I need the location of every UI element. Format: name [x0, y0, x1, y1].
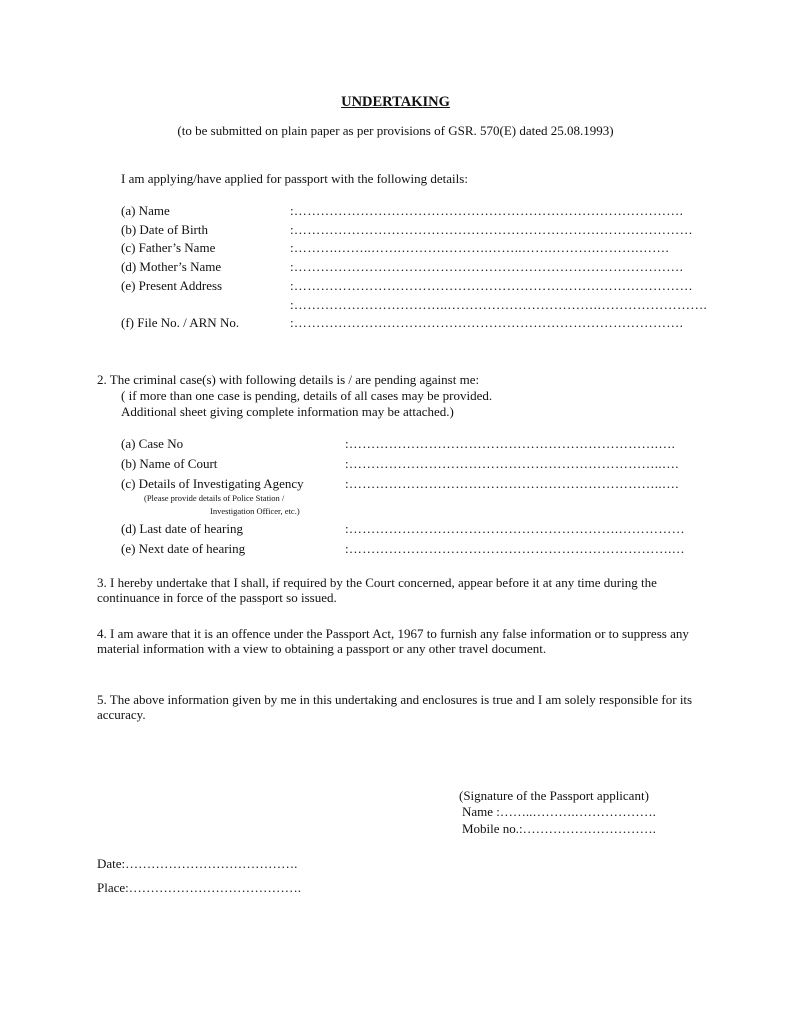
field-address-value[interactable]: :……………………………………………………………………………… — [290, 278, 693, 293]
field-father-label: (c) Father’s Name — [121, 240, 216, 255]
court-name-label: (b) Name of Court — [121, 456, 218, 471]
field-mother-label: (d) Mother’s Name — [121, 259, 222, 274]
agency-value[interactable]: :……………………………………………………………..…. — [345, 476, 679, 491]
section2-note2: Additional sheet giving complete information may be attached.) — [121, 404, 454, 419]
agency-small-note2: Investigation Officer, etc.) — [210, 506, 300, 516]
field-dob-label: (b) Date of Birth — [121, 222, 209, 237]
field-mother-value[interactable]: :……………………………………………………………………………. — [290, 259, 684, 274]
page-subtitle: (to be submitted on plain paper as per provisions of GSR. 570(E) dated 25.08.1993) — [177, 123, 614, 138]
section2-note1: ( if more than one case is pending, details of all cases may be provided. — [121, 388, 493, 403]
paragraph-3: 3. I hereby undertake that I shall, if required by the Court concerned, appear before it at any time during the continuance in force of the passport so issued. — [97, 575, 657, 605]
field-father-value[interactable]: :……….……..…….……….……….……..…….……….……….……. — [290, 240, 670, 255]
intro-text: I am applying/have applied for passport with the following details: — [121, 171, 468, 186]
paragraph-4: 4. I am aware that it is an offence under the Passport Act, 1967 to furnish any false information or to suppress any material information with a view to obtaining a passport or any other travel document. — [97, 626, 689, 656]
field-name-value[interactable]: :……………………………………………………………………………. — [290, 203, 684, 218]
court-name-value[interactable]: :……………………………………………………………..…. — [345, 456, 679, 471]
next-hearing-value[interactable]: :……………………………………………………………….… — [345, 541, 685, 556]
paragraph-5: 5. The above information given by me in this undertaking and enclosures is true and I am solely responsible for its accuracy. — [97, 692, 693, 722]
case-no-value[interactable]: :…………………………………………………………….…. — [345, 436, 676, 451]
agency-label: (c) Details of Investigating Agency — [121, 476, 304, 491]
field-address-line2-value[interactable]: :……………………………..…………………………….……………………. — [290, 297, 708, 312]
agency-small-note1: (Please provide details of Police Station / — [144, 493, 285, 503]
next-hearing-label: (e) Next date of hearing — [121, 541, 246, 556]
case-no-label: (a) Case No — [121, 436, 184, 451]
field-address-label: (e) Present Address — [121, 278, 223, 293]
signature-name-field[interactable]: Name :……..……….………………. — [462, 804, 656, 819]
last-hearing-value[interactable]: :…………………………………………………….…………… — [345, 521, 685, 536]
signature-mobile-field[interactable]: Mobile no.:…………………………. — [462, 821, 656, 836]
field-fileno-label: (f) File No. / ARN No. — [121, 315, 240, 330]
place-field[interactable]: Place:…………………………………. — [97, 880, 302, 895]
signature-caption: (Signature of the Passport applicant) — [459, 788, 649, 803]
section2-heading: 2. The criminal case(s) with following details is / are pending against me: — [97, 372, 480, 387]
field-name-label: (a) Name — [121, 203, 170, 218]
field-dob-value[interactable]: :……………………………………………………………………………… — [290, 222, 693, 237]
field-fileno-value[interactable]: :……………………………………………………………………………. — [290, 315, 684, 330]
last-hearing-label: (d) Last date of hearing — [121, 521, 244, 536]
date-field[interactable]: Date:…………………………………. — [97, 856, 298, 871]
page-title: UNDERTAKING — [341, 94, 450, 110]
